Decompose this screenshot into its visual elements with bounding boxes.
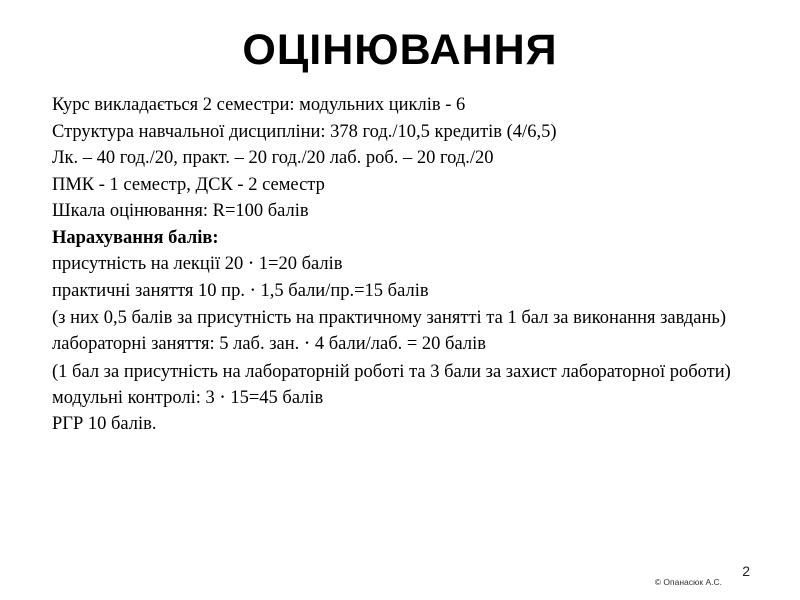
control-forms-line: ПМК - 1 семестр, ДСК - 2 семестр [52, 174, 325, 195]
copyright-footer: © Опанасюк А.С. [654, 577, 722, 587]
practical-note-paragraph: (з них 0,5 балів за присутність на практичному занятті та 1 бал за виконання завдань) [52, 308, 727, 328]
points-accrual-heading: Нарахування балів: [52, 227, 219, 248]
rgr-line: РГР 10 балів. [52, 414, 157, 434]
lecture-attendance-line: присутність на лекції 20 ⋅ 1=20 балів [52, 254, 343, 274]
lab-classes-line: лабораторні заняття: 5 лаб. зан. ⋅ 4 бали/лаб. = 20 балів [52, 334, 486, 354]
slide-number: 2 [742, 563, 750, 579]
discipline-structure-line: Структура навчальної дисципліни: 378 год./10,5 кредитів (4/6,5) [52, 121, 557, 142]
practical-classes-line: практичні заняття 10 пр. ⋅ 1,5 бали/пр.=15 балів [52, 280, 429, 301]
slide-content [52, 92, 757, 438]
lab-note-paragraph: (1 бал за присутність на лабораторній роботі та 3 бали за захист лабораторної роботи) [52, 361, 731, 382]
module-controls-line: модульні контролі: 3 ⋅ 15=45 балів [52, 387, 324, 408]
course-semesters-line: Курс викладається 2 семестри: модульних циклів - 6 [52, 95, 466, 115]
grading-scale-line: Шкала оцінювання: R=100 балів [52, 201, 309, 221]
slide-title: ОЦІНЮВАННЯ [242, 26, 558, 74]
hours-breakdown-line: Лк. – 40 год./20, практ. – 20 год./20 лаб. роб. – 20 год./20 [52, 148, 494, 168]
